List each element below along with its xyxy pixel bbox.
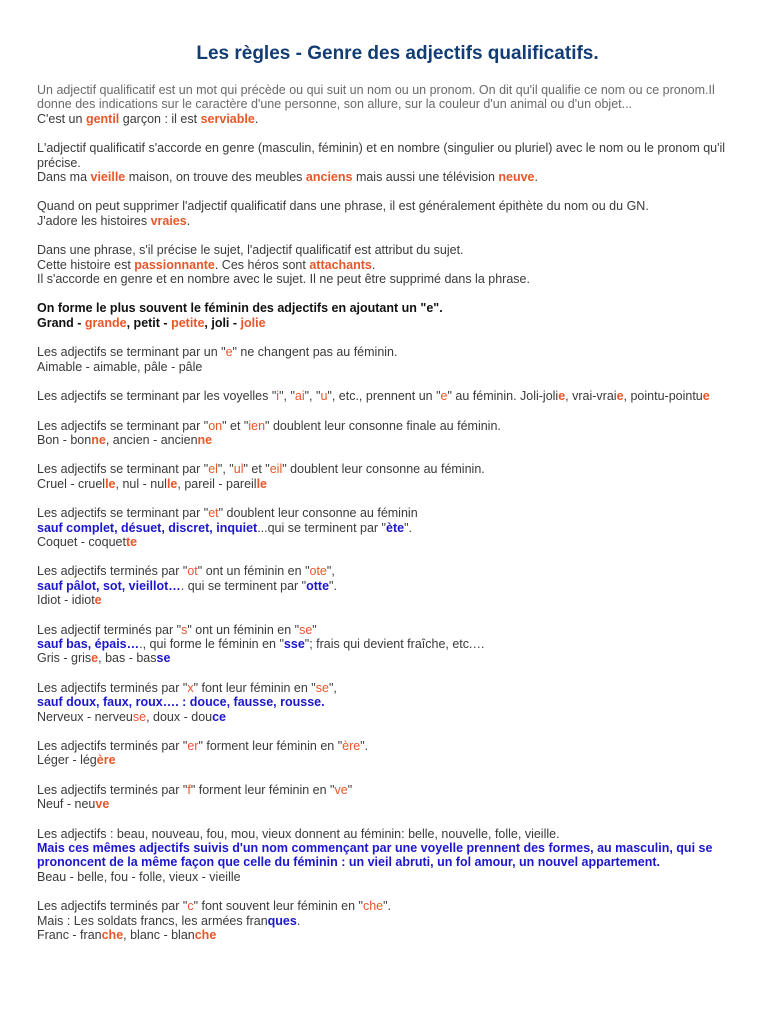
- definition-text: Un adjectif qualificatif est un mot qui précède ou qui suit un nom ou un pronom. On dit qu'il qualifie ce nom ou ce pronom.Il donne des indications sur le caractère d'une personne, son allure, sur la couleur d'un animal ou d'un objet...: [37, 83, 715, 112]
- rule-text: , vrai-vrai: [565, 389, 617, 404]
- rule-ending-el-ul-eil: [37, 462, 738, 491]
- highlighted-adjective: anciens: [305, 170, 353, 185]
- example-text: . Ces héros sont: [214, 257, 310, 272]
- example-text: .: [371, 257, 376, 272]
- example-text: mais aussi une télévision: [352, 170, 499, 185]
- highlighted-adjective: neuve: [498, 170, 535, 185]
- example-text: C'est un: [37, 111, 86, 126]
- example-text: J'adore les histoires: [37, 213, 151, 228]
- ending-highlight: ne: [197, 432, 213, 447]
- rule-text: " forment leur féminin en ": [190, 782, 335, 797]
- ending-highlight: te: [125, 534, 138, 549]
- ending-highlight: ve: [95, 797, 110, 812]
- ending-highlight: ai: [294, 389, 305, 404]
- rule-text: . qui se terminent par ": [180, 578, 307, 593]
- rule-text: ".: [383, 899, 392, 914]
- ending-highlight: el: [208, 462, 218, 477]
- example-text: Léger - lég: [37, 753, 97, 768]
- rule-text: " ont un féminin en ": [187, 622, 300, 637]
- example-text: Nerveux - nerveu: [37, 709, 133, 724]
- rule-text: ", ": [279, 389, 295, 404]
- ending-highlight: e: [616, 389, 624, 404]
- example-text: Gris - gris: [37, 651, 92, 666]
- example-text: , ancien - ancien: [105, 432, 198, 447]
- example-text: maison, on trouve des meubles: [125, 170, 306, 185]
- rule-text: Les adjectifs se terminant par les voyelles ": [37, 389, 277, 404]
- rule-ending-c: [37, 899, 738, 942]
- ending-highlight: s: [181, 622, 188, 637]
- rule-text: " doublent leur consonne finale au féminin.: [265, 418, 501, 433]
- rule-text: " ne changent pas au féminin.: [232, 345, 398, 360]
- ending-highlight: on: [208, 418, 223, 433]
- ending-highlight: ère: [96, 753, 116, 768]
- ending-highlight: ne: [91, 432, 106, 447]
- rule-ending-x: [37, 681, 738, 724]
- rule-text: Les adjectifs terminés par ": [37, 680, 188, 695]
- rule-ending-vowels: [37, 389, 738, 403]
- ending-highlight: e: [225, 345, 233, 360]
- rule-text: Les adjectifs se terminant par ": [37, 462, 209, 477]
- rule-text: " forment leur féminin en ": [198, 739, 343, 753]
- example-text: Cruel - cruel: [37, 476, 106, 491]
- example-text: Neuf - neu: [37, 797, 96, 812]
- attribute-paragraph: [37, 243, 738, 286]
- agreement-paragraph: [37, 141, 738, 184]
- example-text: Grand -: [37, 315, 85, 330]
- ending-highlight: eil: [269, 462, 283, 477]
- rule-text: L'adjectif qualificatif s'accorde en genre (masculin, féminin) et en nombre (singulier ou pluriel) avec le nom ou le pronom qu'il précise.: [37, 141, 726, 170]
- rule-irregular-adjectives: [37, 827, 738, 885]
- example-text: Aimable - aimable, pâle - pâle: [37, 359, 203, 374]
- example-text: Coquet - coquet: [37, 534, 126, 549]
- example-text: .: [254, 111, 259, 126]
- page-title: Les règles - Genre des adjectifs qualificatifs.: [196, 43, 599, 64]
- ending-highlight: c: [187, 899, 194, 914]
- rule-text: ", etc., prennent un ": [327, 389, 441, 404]
- ending-highlight: i: [276, 389, 280, 404]
- rule-text: Les adjectifs terminés par ": [37, 564, 188, 579]
- ending-highlight: ul: [233, 462, 244, 477]
- rule-text: Les adjectif terminés par ": [37, 622, 182, 637]
- example-text: , petit -: [126, 315, 172, 330]
- highlighted-adjective: vraies: [150, 213, 187, 228]
- ending-highlight: che: [194, 928, 217, 943]
- rule-ending-ot: [37, 564, 738, 607]
- rule-text: ": [347, 782, 353, 797]
- rule-text: " font souvent leur féminin en ": [193, 899, 363, 914]
- rule-text: ...qui se terminent par ": [257, 520, 386, 535]
- rule-text: Il s'accorde en genre et en nombre avec le sujet. Il ne peut être supprimé dans la phrase.: [37, 272, 530, 287]
- example-text: .: [534, 170, 538, 185]
- rule-text: " et ": [243, 462, 270, 477]
- rule-text: ",: [326, 564, 335, 579]
- exception-list: sauf complet, désuet, discret, inquiet: [37, 520, 258, 535]
- rule-text: ".: [404, 520, 412, 535]
- highlighted-adjective: gentil: [85, 111, 120, 126]
- example-text: , pareil - pareil: [177, 476, 257, 491]
- ending-highlight: se: [315, 680, 329, 695]
- ending-highlight: se: [156, 651, 171, 666]
- highlighted-adjective: attachants: [309, 257, 372, 272]
- definition-paragraph: [37, 83, 738, 126]
- example-text: , nul - nul: [115, 476, 167, 491]
- rule-heading: On forme le plus souvent le féminin des adjectifs en ajoutant un "e".: [37, 301, 443, 316]
- ending-highlight: che: [362, 899, 384, 914]
- rule-text: Les adjectifs terminés par ": [37, 782, 188, 797]
- rule-text: " ont un féminin en ": [197, 564, 310, 579]
- highlighted-adjective: serviable: [200, 111, 255, 126]
- ending-highlight: ve: [334, 782, 348, 797]
- rule-text: Dans une phrase, s'il précise le sujet, l'adjectif qualificatif est attribut du sujet.: [37, 243, 464, 258]
- ending-highlight: e: [91, 651, 99, 666]
- feminine-general-rule: [37, 301, 738, 330]
- example-text: garçon : il est: [119, 111, 201, 126]
- exception-ending: otte: [306, 578, 330, 593]
- example-text: Idiot - idiot: [37, 593, 95, 608]
- ending-highlight: ote: [309, 564, 327, 579]
- ending-highlight: et: [208, 506, 219, 521]
- exception-ending: ète: [386, 520, 405, 535]
- highlighted-adjective: vieille: [90, 170, 126, 185]
- rule-ending-f: [37, 783, 738, 812]
- ending-highlight: x: [187, 680, 194, 695]
- example-text: , doux - dou: [146, 709, 213, 724]
- ending-highlight: se: [132, 709, 147, 724]
- exception-list: sauf bas, épais…: [37, 636, 140, 651]
- example-text: Bon - bon: [37, 432, 92, 447]
- example-text: Beau - belle, fou - folle, vieux - vieille: [37, 869, 241, 884]
- ending-highlight: ot: [187, 564, 198, 579]
- ending-highlight: che: [101, 928, 124, 943]
- rule-text: Les adjectifs se terminant par ": [37, 506, 209, 521]
- exception-list: sauf doux, faux, roux…. : douce, fausse, rousse.: [37, 695, 325, 710]
- highlighted-adjective: passionnante: [134, 257, 215, 272]
- example-text: Cette histoire est: [37, 257, 135, 272]
- lesson-content: [37, 83, 738, 942]
- rule-text: " font leur féminin en ": [193, 680, 316, 695]
- ending-highlight: le: [166, 476, 178, 491]
- example-text: Dans ma: [37, 170, 91, 185]
- rule-ending-s: [37, 623, 738, 666]
- rule-text: " doublent leur consonne au féminin: [218, 506, 418, 521]
- highlighted-adjective: petite: [171, 315, 205, 330]
- rule-ending-e: [37, 345, 738, 374]
- rule-text: Les adjectifs se terminant par un ": [37, 345, 226, 360]
- rule-ending-on-ien: [37, 419, 738, 448]
- rule-text: Quand on peut supprimer l'adjectif qualificatif dans une phrase, il est généralement épithète du nom ou du GN.: [37, 199, 649, 214]
- ending-highlight: ques: [267, 913, 297, 928]
- rule-text: Les adjectifs se terminant par ": [37, 418, 209, 433]
- ending-highlight: e: [440, 389, 448, 404]
- rule-text: ", ": [217, 462, 234, 477]
- ending-highlight: ien: [248, 418, 266, 433]
- rule-text: ": [312, 622, 317, 637]
- rule-text: , pointu-pointu: [623, 389, 703, 404]
- rule-text: " au féminin. Joli-joli: [447, 389, 559, 404]
- example-text: , blanc - blan: [123, 928, 195, 943]
- ending-highlight: ce: [212, 709, 226, 724]
- ending-highlight: u: [320, 389, 328, 404]
- example-text: , bas - bas: [98, 651, 157, 666]
- ending-highlight: f: [187, 782, 191, 797]
- ending-highlight: e: [702, 389, 710, 404]
- epithet-paragraph: [37, 199, 738, 228]
- rule-text: Les adjectifs : beau, nouveau, fou, mou, vieux donnent au féminin: belle, nouvelle, folle, vieille.: [37, 826, 560, 841]
- example-text: , joli -: [204, 315, 241, 330]
- rule-ending-er: [37, 739, 738, 768]
- exception-ending: sse: [283, 636, 305, 651]
- rule-text: ",: [328, 680, 337, 695]
- example-text: .: [186, 213, 191, 228]
- example-text: Mais : Les soldats francs, les armées fran: [37, 913, 268, 928]
- example-text: Franc - fran: [37, 928, 102, 943]
- highlighted-adjective: jolie: [240, 315, 266, 330]
- ending-highlight: e: [558, 389, 566, 404]
- rule-text: ".: [329, 578, 337, 593]
- example-text: .: [296, 913, 301, 928]
- rule-text: ., qui forme le féminin en ": [139, 636, 284, 651]
- rule-text: "; frais qui devient fraîche, etc.…: [304, 636, 485, 651]
- ending-highlight: ère: [342, 739, 361, 753]
- rule-text: Les adjectifs terminés par ": [37, 739, 188, 753]
- exception-note: Mais ces mêmes adjectifs suivis d'un nom commençant par une voyelle prennent des formes, au masculin, qui se prononcent de la même façon que celle du féminin : un vieil abruti, un fol amour, un nouvel appartement.: [37, 841, 713, 870]
- rule-text: Les adjectifs terminés par ": [37, 899, 188, 914]
- ending-highlight: e: [94, 593, 102, 608]
- ending-highlight: le: [256, 476, 268, 491]
- ending-highlight: se: [299, 622, 313, 637]
- rule-text: ".: [360, 739, 369, 753]
- rule-text: ", ": [304, 389, 321, 404]
- rule-ending-et: [37, 506, 738, 549]
- ending-highlight: er: [187, 739, 199, 753]
- exception-list: sauf pâlot, sot, vieillot…: [37, 578, 181, 593]
- highlighted-adjective: grande: [84, 315, 127, 330]
- rule-text: " doublent leur consonne au féminin.: [282, 462, 485, 477]
- ending-highlight: le: [105, 476, 116, 491]
- rule-text: " et ": [222, 418, 249, 433]
